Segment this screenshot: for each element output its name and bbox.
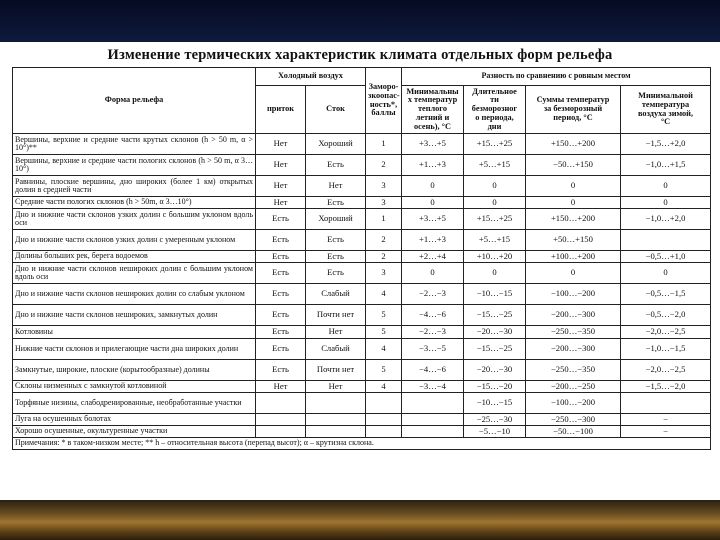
- cell-min-temp: +3…+5: [402, 134, 464, 155]
- cell-min-temp: −3…−4: [402, 381, 464, 393]
- cell-sums: +150…+200: [526, 134, 621, 155]
- table-row: [13, 197, 711, 209]
- header-sum-line3: период, °С: [553, 112, 593, 122]
- cell-sums: +50…+150: [526, 230, 621, 251]
- cell-min-temp: [402, 393, 464, 414]
- cell-cold-outflow: Нет: [306, 176, 366, 197]
- cell-frost-danger: 4: [366, 284, 402, 305]
- cell-duration: −20…−30: [464, 360, 526, 381]
- cell-duration: −20…−30: [464, 326, 526, 339]
- cell-relief-form: Дно и нижние части склонов узких долин с большим уклоном вдоль оси: [13, 209, 256, 230]
- cell-winter-min: −1,0…+1,5: [621, 155, 711, 176]
- cell-cold-inflow: Есть: [256, 305, 306, 326]
- table-row: [13, 326, 711, 339]
- header-absmin-line4: °С: [660, 117, 671, 127]
- header-min-line5: осень), °С: [413, 121, 451, 131]
- table-note: Примечания: * в таком-низком месте; ** h – относительная высота (перепад высот); α – крутизна склона.: [13, 438, 711, 450]
- cell-sums: −100…−200: [526, 393, 621, 414]
- header-frost-danger: [366, 68, 402, 134]
- cell-sums: +150…+200: [526, 209, 621, 230]
- header-row-1: [13, 68, 711, 86]
- cell-sums: −50…+150: [526, 155, 621, 176]
- table-row: [13, 381, 711, 393]
- cell-min-temp: −2…−3: [402, 326, 464, 339]
- cell-cold-inflow: Есть: [256, 360, 306, 381]
- cell-relief-form: Дно и нижние части склонов узких долин с умеренным уклоном: [13, 230, 256, 251]
- cell-cold-outflow: Хороший: [306, 209, 366, 230]
- cell-winter-min: −1,5…+2,0: [621, 134, 711, 155]
- cell-cold-inflow: [256, 393, 306, 414]
- cell-min-temp: +1…+3: [402, 230, 464, 251]
- header-abs-min: [621, 86, 711, 134]
- cell-min-temp: −4…−6: [402, 360, 464, 381]
- cell-cold-inflow: Нет: [256, 176, 306, 197]
- cell-winter-min: −1,0…+2,0: [621, 209, 711, 230]
- table-row: [13, 263, 711, 284]
- cell-frost-danger: 2: [366, 155, 402, 176]
- cell-winter-min: −: [621, 426, 711, 438]
- cell-duration: −10…−15: [464, 393, 526, 414]
- header-min-line4: летний и: [415, 112, 450, 122]
- header-absmin-line3: воздуха зимой,: [638, 108, 694, 118]
- header-absmin-line1: Минимальной: [638, 91, 693, 101]
- cell-winter-min: −1,0…−1,5: [621, 339, 711, 360]
- cell-duration: +5…+15: [464, 230, 526, 251]
- header-frost-line3: ность*,: [369, 99, 398, 109]
- cell-winter-min: 0: [621, 197, 711, 209]
- header-form: Форма рельефа: [13, 68, 256, 134]
- cell-relief-form: Дно и нижние части склонов нешироких, замкнутых долин: [13, 305, 256, 326]
- cell-duration: 0: [464, 263, 526, 284]
- table-row: [13, 414, 711, 426]
- cell-winter-min: [621, 393, 711, 414]
- cell-cold-inflow: Есть: [256, 230, 306, 251]
- cell-relief-form: Торфяные низины, слабодренированные, необработанные участки: [13, 393, 256, 414]
- cell-cold-inflow: Нет: [256, 381, 306, 393]
- table-row: [13, 251, 711, 263]
- header-sums: [526, 86, 621, 134]
- header-duration: [464, 86, 526, 134]
- cell-sums: −200…−250: [526, 381, 621, 393]
- cell-cold-inflow: Есть: [256, 339, 306, 360]
- cell-frost-danger: 2: [366, 251, 402, 263]
- cell-duration: −5…−10: [464, 426, 526, 438]
- cell-cold-outflow: [306, 393, 366, 414]
- table-row: [13, 305, 711, 326]
- cell-duration: −15…−20: [464, 381, 526, 393]
- cell-duration: +5…+15: [464, 155, 526, 176]
- cell-duration: +10…+20: [464, 251, 526, 263]
- cell-cold-outflow: Есть: [306, 197, 366, 209]
- cell-cold-inflow: [256, 426, 306, 438]
- cell-sums: 0: [526, 176, 621, 197]
- cell-min-temp: +2…+4: [402, 251, 464, 263]
- header-cold-outflow: Сток: [306, 86, 366, 134]
- cell-winter-min: −1,5…−2,0: [621, 381, 711, 393]
- cell-relief-form: Дно и нижние части склонов нешироких долин со слабым уклоном: [13, 284, 256, 305]
- table-row: [13, 339, 711, 360]
- cell-duration: 0: [464, 176, 526, 197]
- cell-sums: −100…−200: [526, 284, 621, 305]
- cell-cold-outflow: [306, 426, 366, 438]
- cell-frost-danger: 3: [366, 197, 402, 209]
- cell-sums: −250…−350: [526, 326, 621, 339]
- cell-cold-inflow: Нет: [256, 155, 306, 176]
- cell-relief-form: Долины больших рек, берега водоемов: [13, 251, 256, 263]
- header-min-line3: теплого: [417, 104, 448, 114]
- header-min-line2: х температур: [407, 95, 458, 105]
- cell-relief-form: Средние части пологих склонов (h > 50m, α 3…10°): [13, 197, 256, 209]
- header-diff-group: Разность по сравнению с ровным местом: [402, 68, 711, 86]
- header-frost-line1: Заморо-: [368, 82, 399, 92]
- cell-winter-min: −2,0…−2,5: [621, 326, 711, 339]
- bottom-decor-band: [0, 500, 720, 540]
- note-row: [13, 438, 711, 450]
- cell-relief-form: Нижние части склонов и прилегающие части дна широких долин: [13, 339, 256, 360]
- cell-cold-outflow: Почти нет: [306, 360, 366, 381]
- cell-duration: −25…−30: [464, 414, 526, 426]
- cell-duration: +15…+25: [464, 134, 526, 155]
- table-row: [13, 284, 711, 305]
- cell-min-temp: −2…−3: [402, 284, 464, 305]
- relief-climate-table: [12, 67, 711, 450]
- cell-frost-danger: [366, 414, 402, 426]
- cell-sums: −200…−300: [526, 339, 621, 360]
- header-dur-line5: дни: [487, 121, 502, 131]
- table-row: [13, 209, 711, 230]
- cell-sums: 0: [526, 263, 621, 284]
- header-min-temp: [402, 86, 464, 134]
- cell-winter-min: −0,5…−1,5: [621, 284, 711, 305]
- cell-cold-outflow: Почти нет: [306, 305, 366, 326]
- cell-min-temp: [402, 414, 464, 426]
- cell-sums: −250…−300: [526, 414, 621, 426]
- cell-cold-inflow: Есть: [256, 209, 306, 230]
- table-row: [13, 134, 711, 155]
- table-row: [13, 155, 711, 176]
- cell-cold-outflow: Слабый: [306, 339, 366, 360]
- cell-min-temp: 0: [402, 197, 464, 209]
- header-cold-air: Холодный воздух: [256, 68, 366, 86]
- cell-duration: +15…+25: [464, 209, 526, 230]
- cell-cold-inflow: Есть: [256, 251, 306, 263]
- cell-relief-form: Склоны низменных с замкнутой котловиной: [13, 381, 256, 393]
- cell-cold-outflow: [306, 414, 366, 426]
- cell-frost-danger: 5: [366, 360, 402, 381]
- header-frost-line2: зкоопас-: [368, 90, 400, 100]
- cell-winter-min: −0,5…+1,0: [621, 251, 711, 263]
- header-frost-line4: баллы: [371, 108, 396, 118]
- table-row: [13, 393, 711, 414]
- cell-cold-outflow: Нет: [306, 381, 366, 393]
- cell-cold-outflow: Слабый: [306, 284, 366, 305]
- header-min-line1: Минимальны: [406, 86, 459, 96]
- cell-cold-inflow: Нет: [256, 134, 306, 155]
- cell-winter-min: −0,5…−2,0: [621, 305, 711, 326]
- cell-frost-danger: 4: [366, 381, 402, 393]
- cell-frost-danger: 2: [366, 230, 402, 251]
- cell-sums: −250…−350: [526, 360, 621, 381]
- table-row: [13, 360, 711, 381]
- cell-relief-form: Луга на осушенных болотах: [13, 414, 256, 426]
- cell-relief-form: Хорошо осушенные, окультуренные участки: [13, 426, 256, 438]
- cell-sums: 0: [526, 197, 621, 209]
- cell-frost-danger: 4: [366, 339, 402, 360]
- cell-sums: +100…+200: [526, 251, 621, 263]
- cell-cold-inflow: Нет: [256, 197, 306, 209]
- cell-min-temp: +3…+5: [402, 209, 464, 230]
- top-dark-band: [0, 0, 720, 42]
- header-dur-line3: безморозног: [471, 104, 518, 114]
- cell-cold-inflow: [256, 414, 306, 426]
- cell-winter-min: [621, 230, 711, 251]
- cell-cold-inflow: Есть: [256, 284, 306, 305]
- header-sum-line1: Суммы температур: [536, 95, 610, 105]
- cell-min-temp: 0: [402, 263, 464, 284]
- cell-winter-min: 0: [621, 176, 711, 197]
- cell-min-temp: −4…−6: [402, 305, 464, 326]
- cell-min-temp: 0: [402, 176, 464, 197]
- cell-min-temp: [402, 426, 464, 438]
- cell-winter-min: −2,0…−2,5: [621, 360, 711, 381]
- cell-frost-danger: 5: [366, 326, 402, 339]
- cell-cold-outflow: Нет: [306, 326, 366, 339]
- header-dur-line1: Длительное: [472, 86, 517, 96]
- cell-duration: −10…−15: [464, 284, 526, 305]
- cell-frost-danger: 3: [366, 263, 402, 284]
- cell-duration: 0: [464, 197, 526, 209]
- cell-frost-danger: 1: [366, 134, 402, 155]
- cell-cold-inflow: Есть: [256, 326, 306, 339]
- cell-cold-inflow: Есть: [256, 263, 306, 284]
- cell-sums: −200…−300: [526, 305, 621, 326]
- header-cold-inflow: приток: [256, 86, 306, 134]
- table-row: [13, 426, 711, 438]
- cell-cold-outflow: Есть: [306, 230, 366, 251]
- cell-relief-form: Вершины, верхние и средние части крутых склонов (h > 50 m, α > 10°)**: [13, 134, 256, 155]
- cell-cold-outflow: Есть: [306, 251, 366, 263]
- cell-frost-danger: [366, 393, 402, 414]
- page-title: Изменение термических характеристик климата отдельных форм рельефа: [107, 47, 613, 63]
- cell-relief-form: Замкнутые, широкие, плоские (корытообразные) долины: [13, 360, 256, 381]
- cell-relief-form: Дно и нижние части склонов нешироких долин с большим уклоном вдоль оси: [13, 263, 256, 284]
- cell-duration: −15…−25: [464, 339, 526, 360]
- cell-min-temp: −3…−5: [402, 339, 464, 360]
- cell-cold-outflow: Есть: [306, 155, 366, 176]
- cell-sums: −50…−100: [526, 426, 621, 438]
- cell-relief-form: Котловины: [13, 326, 256, 339]
- cell-relief-form: Равнины, плоские вершины, дно широких (более 1 км) открытых долин в средней части: [13, 176, 256, 197]
- cell-winter-min: −: [621, 414, 711, 426]
- cell-frost-danger: [366, 426, 402, 438]
- cell-cold-outflow: Хороший: [306, 134, 366, 155]
- cell-frost-danger: 3: [366, 176, 402, 197]
- cell-cold-outflow: Есть: [306, 263, 366, 284]
- cell-frost-danger: 1: [366, 209, 402, 230]
- cell-duration: −15…−25: [464, 305, 526, 326]
- cell-winter-min: 0: [621, 263, 711, 284]
- table-row: [13, 230, 711, 251]
- cell-relief-form: Вершины, верхние и средние части пологих склонов (h > 50 m, α 3…10°): [13, 155, 256, 176]
- cell-min-temp: +1…+3: [402, 155, 464, 176]
- cell-frost-danger: 5: [366, 305, 402, 326]
- header-absmin-line2: температура: [641, 99, 690, 109]
- header-dur-line4: о периода,: [475, 112, 514, 122]
- table-row: [13, 176, 711, 197]
- header-dur-line2: ти: [490, 95, 499, 105]
- header-sum-line2: за безморозный: [543, 104, 603, 114]
